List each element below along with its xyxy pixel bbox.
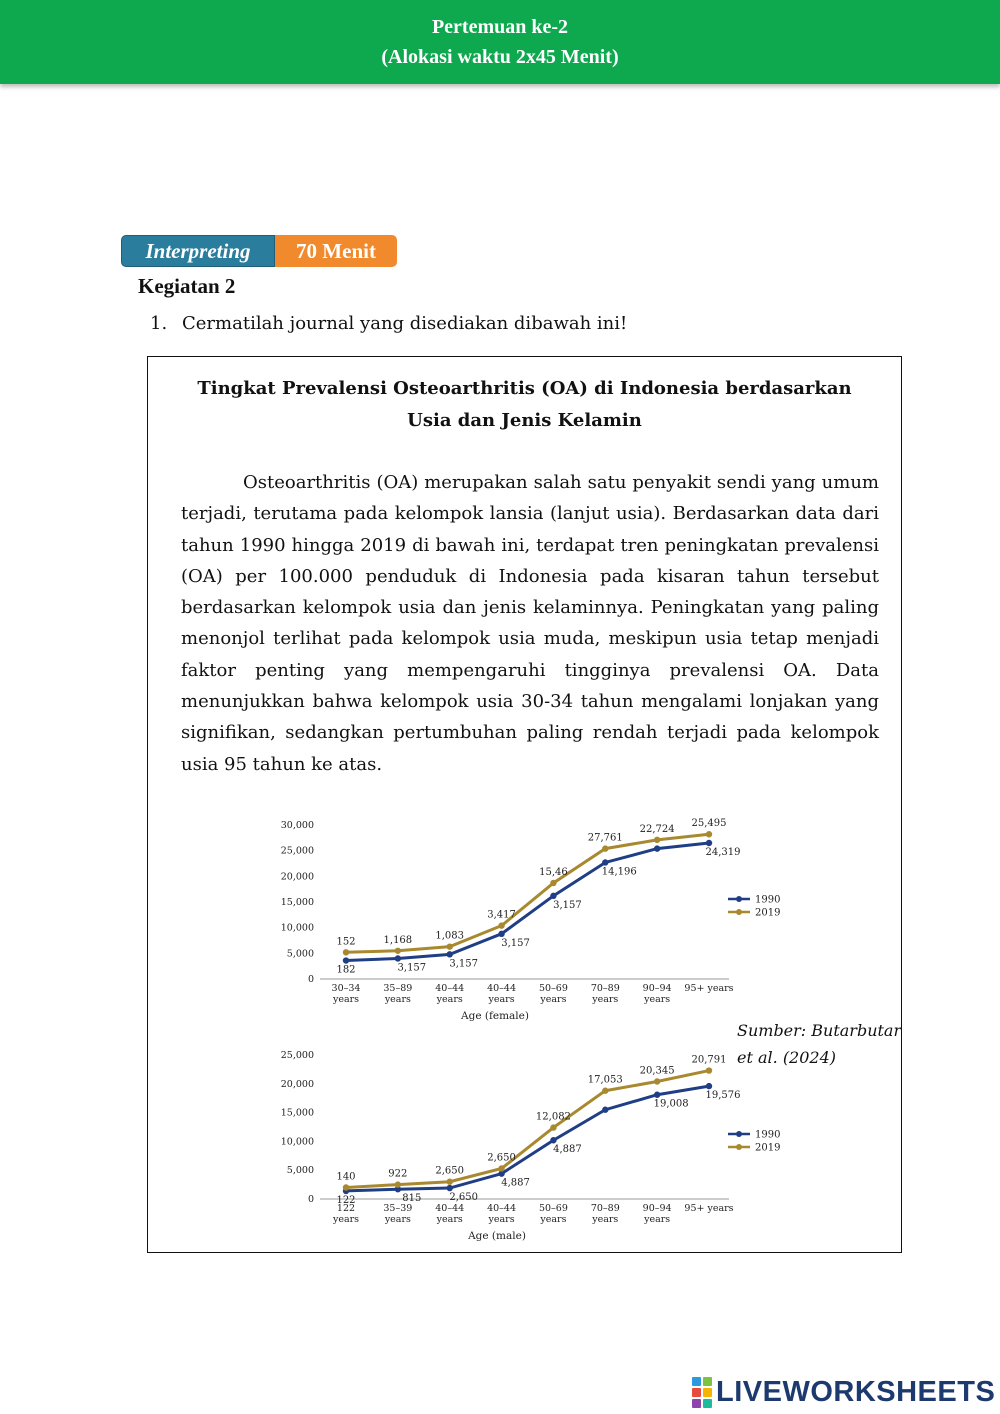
male-point-1990 [602, 1107, 608, 1113]
male-xtick-label: 90–94 [642, 1203, 672, 1214]
female-legend-label-2019: 2019 [755, 907, 781, 919]
female-point-2019 [602, 845, 608, 851]
male-legend-marker-2019 [736, 1144, 742, 1150]
male-point-2019 [602, 1088, 608, 1094]
female-data-label: 22,724 [639, 823, 675, 835]
male-xtick-label-sub: years [540, 1214, 567, 1225]
female-ytick-label: 5,000 [286, 948, 314, 960]
male-data-label: 4,887 [501, 1177, 530, 1189]
male-legend-label-1990: 1990 [755, 1129, 781, 1141]
female-data-label: 3,157 [501, 937, 530, 949]
male-data-label: 2,650 [487, 1152, 516, 1164]
female-point-1990 [447, 951, 453, 957]
male-xtick-label-sub: years [436, 1214, 463, 1225]
male-point-2019 [395, 1181, 401, 1187]
female-data-label: 1,083 [435, 930, 465, 942]
female-prevalence-chart [148, 817, 901, 1032]
activity-heading: Kegiatan 2 [138, 274, 236, 298]
male-data-label: 17,053 [587, 1074, 623, 1086]
male-legend-label-2019: 2019 [755, 1142, 781, 1154]
female-xtick-label: 40–44 [435, 983, 465, 994]
female-xtick-label: 95+ years [684, 983, 734, 994]
female-ytick-label: 20,000 [280, 871, 314, 883]
male-data-label: 2,650 [449, 1192, 479, 1204]
chart-source [737, 1017, 907, 1071]
time-allocation: (Alokasi waktu 2x45 Menit) [381, 46, 619, 68]
female-xtick-label-sub: years [540, 994, 567, 1005]
activity-duration-label: 70 Menit [275, 235, 397, 267]
female-xtick-label-sub: years [592, 994, 619, 1005]
male-ytick-label: 0 [307, 1194, 314, 1205]
male-data-label: 19,008 [653, 1098, 689, 1110]
female-xtick-label: 30–34 [331, 983, 361, 994]
source-line1: Sumber: Butarbutar [737, 1021, 902, 1040]
male-data-label: 122 [336, 1194, 356, 1206]
activity-tag [121, 235, 397, 267]
male-x-axis-title: Age (male) [468, 1230, 526, 1242]
male-xtick-label: 35–39 [383, 1203, 413, 1214]
source-line2: et al. (2024) [737, 1048, 837, 1067]
female-data-label: 14,196 [601, 866, 637, 878]
male-data-label: 922 [388, 1168, 408, 1180]
female-point-2019 [654, 837, 660, 843]
female-xtick-label-sub: years [488, 994, 515, 1005]
female-xtick-label: 35–89 [383, 983, 413, 994]
female-xtick-label-sub: years [436, 994, 463, 1005]
male-ytick-label: 10,000 [280, 1136, 314, 1148]
male-point-2019 [706, 1067, 712, 1073]
female-data-label: 3,157 [449, 958, 479, 970]
instruction-text: Cermatilah journal yang disediakan dibawah ini! [182, 313, 628, 334]
female-ytick-label: 15,000 [280, 897, 314, 908]
female-xtick-label-sub: years [644, 994, 671, 1005]
male-point-2019 [343, 1184, 349, 1190]
male-ytick-label: 5,000 [286, 1165, 314, 1177]
instruction-item [150, 313, 627, 334]
female-xtick-label: 40–44 [487, 983, 517, 994]
article-paragraph: Osteoarthritis (OA) merupakan salah satu penyakit sendi yang umum terjadi, terutama pada kelompok lansia (lanjut usia). Berdasarkan data dari tahun 1990 hingga 2019 di bawah ini, terdapat tren peningkatan prevalensi (OA) per 100.000 penduduk di Indonesia pada kisaran tahun tersebut berdasarkan kelompok usia dan jenis kelaminnya. Peningkatan yang paling menonjol terlihat pada kelompok usia muda, meskipun usia tetap menjadi faktor penting yang mempengaruhi tingginya prevalensi OA. Data menunjukkan bahwa kelompok usia 30-34 tahun mengalami lonjakan yang signifikan, sedangkan pertumbuhan paling rendah terjadi pada kelompok usia 95 tahun ke atas. [181, 472, 879, 775]
male-xtick-label: 70–89 [590, 1203, 620, 1214]
female-point-1990 [343, 957, 349, 963]
female-xtick-label-sub: years [332, 994, 360, 1005]
female-ytick-label: 0 [307, 974, 314, 985]
female-xtick-label: 50–69 [538, 983, 568, 994]
female-point-2019 [706, 831, 712, 837]
female-point-1990 [395, 955, 401, 961]
male-point-2019 [447, 1179, 453, 1185]
article-title-line2: Usia dan Jenis Kelamin [407, 410, 642, 431]
male-xtick-label: 40–44 [435, 1203, 465, 1214]
female-data-label: 182 [336, 964, 356, 976]
female-ytick-label: 10,000 [280, 922, 314, 934]
male-data-label: 12,082 [535, 1111, 571, 1123]
male-data-label: 20,791 [691, 1054, 727, 1066]
article-title [148, 373, 901, 437]
female-data-label: 1,168 [383, 934, 413, 946]
male-point-2019 [550, 1124, 556, 1130]
female-xtick-label-sub: years [384, 994, 411, 1005]
male-point-2019 [654, 1078, 660, 1084]
male-data-label: 815 [402, 1193, 422, 1205]
female-point-1990 [602, 859, 608, 865]
female-data-label: 24,319 [705, 846, 741, 858]
male-ytick-label: 15,000 [280, 1107, 314, 1119]
female-legend-marker-1990 [736, 896, 742, 902]
male-data-label: 140 [336, 1171, 356, 1183]
male-point-1990 [550, 1137, 556, 1143]
female-point-1990 [550, 893, 556, 899]
male-prevalence-chart [148, 1047, 901, 1247]
female-ytick-label: 25,000 [280, 845, 314, 857]
article-box [147, 356, 902, 1253]
female-point-1990 [706, 840, 712, 846]
female-point-2019 [498, 922, 504, 928]
female-xtick-label: 90–94 [642, 983, 672, 994]
male-xtick-label-sub: years [488, 1214, 515, 1225]
article-title-line1: Tingkat Prevalensi Osteoarthritis (OA) di Indonesia berdasarkan [197, 378, 852, 399]
male-point-2019 [498, 1165, 504, 1171]
activity-type-label: Interpreting [121, 235, 275, 267]
female-data-label: 27,761 [587, 832, 623, 844]
male-legend-marker-1990 [736, 1131, 742, 1137]
female-ytick-label: 30,000 [280, 820, 314, 831]
male-xtick-label-sub: years [332, 1214, 360, 1225]
female-data-label: 25,495 [691, 818, 727, 830]
female-legend-label-1990: 1990 [755, 894, 781, 906]
male-data-label: 20,345 [639, 1065, 675, 1077]
logo-grid-icon [692, 1377, 712, 1408]
page-header [0, 0, 1000, 84]
male-point-1990 [706, 1083, 712, 1089]
male-point-1990 [447, 1185, 453, 1191]
male-data-label: 4,887 [553, 1144, 582, 1156]
female-point-2019 [395, 948, 401, 954]
male-data-label: 19,576 [705, 1090, 741, 1102]
female-data-label: 3,157 [553, 899, 582, 911]
female-legend-marker-2019 [736, 909, 742, 915]
female-x-axis-title: Age (female) [461, 1010, 529, 1022]
male-ytick-label: 20,000 [280, 1078, 314, 1090]
female-point-2019 [550, 880, 556, 886]
instruction-number: 1. [150, 313, 168, 334]
liveworksheets-logo [692, 1376, 995, 1409]
female-point-2019 [447, 943, 453, 949]
female-point-1990 [498, 931, 504, 937]
male-xtick-label-sub: years [592, 1214, 619, 1225]
male-xtick-label: 50–69 [538, 1203, 568, 1214]
female-point-1990 [654, 845, 660, 851]
female-data-label: 3,157 [397, 962, 427, 974]
female-point-2019 [343, 949, 349, 955]
male-xtick-label-sub: years [384, 1214, 411, 1225]
female-data-label: 3,417 [487, 909, 516, 921]
male-xtick-label: 95+ years [684, 1203, 734, 1214]
male-xtick-label: 40–44 [487, 1203, 517, 1214]
male-xtick-label: 122 [336, 1203, 356, 1214]
female-data-label: 152 [336, 936, 356, 948]
male-data-label: 2,650 [435, 1165, 465, 1177]
male-ytick-label: 25,000 [280, 1050, 314, 1061]
male-point-1990 [654, 1092, 660, 1098]
female-data-label: 15,46 [539, 867, 568, 879]
female-xtick-label: 70–89 [590, 983, 620, 994]
meeting-title: Pertemuan ke-2 [431, 16, 569, 38]
male-xtick-label-sub: years [644, 1214, 671, 1225]
logo-text: LIVEWORKSHEETS [716, 1376, 996, 1408]
